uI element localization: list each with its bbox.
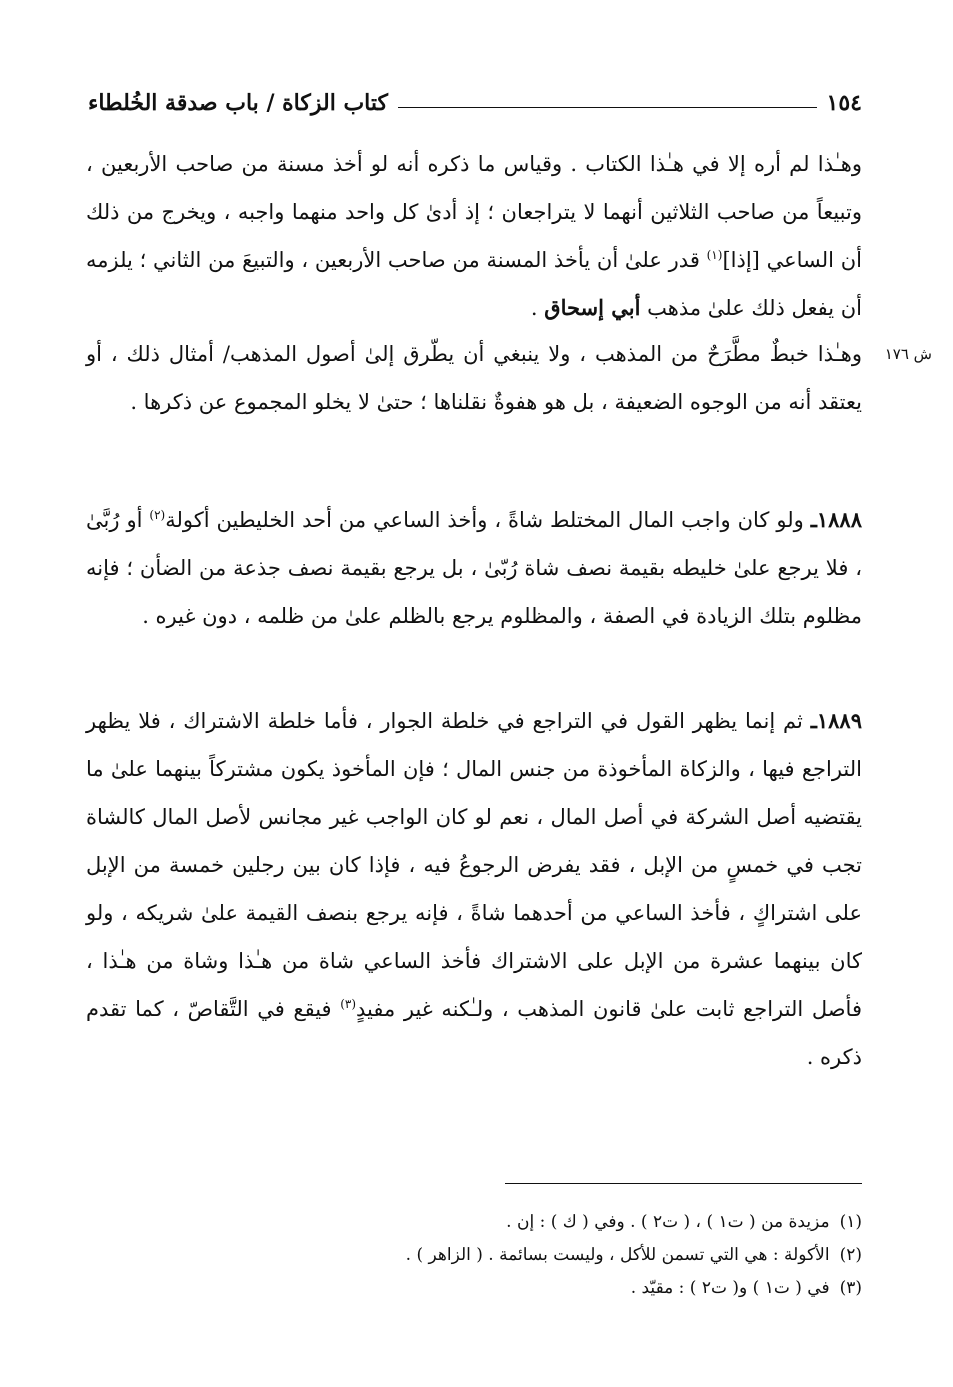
margin-note: ش ١٧٦ [884, 345, 932, 363]
footnote-2 [300, 1239, 862, 1272]
paragraph-1889-text-cont: فيقع في التَّقاصّ ، كما تقدم ذكره . [86, 997, 862, 1069]
footnote-ref-2[interactable]: (٢) [149, 508, 166, 522]
footnote-text: في ( ت١ ) و( ت٢ ) : مقيّد . [630, 1278, 830, 1298]
paragraph-2-text: وهـٰذا خبطٌ مطَّرَحٌ من المذهب ، ولا ينبغي أن يطّرق إلىٰ أصول المذهب/ أمثال ذلك ، أو يعتقد أنه من الوجوه الضعيفة ، بل هو هفوةٌ نقلناها ؛ حتىٰ لا يخلو المجموع عن ذكرها . [86, 342, 862, 414]
footnote-text: مزيدة من ( ت١ ) ، ( ت٢ ) . وفي ( ك ) : إن . [506, 1212, 830, 1232]
paragraph-1888 [86, 496, 862, 640]
paragraph-2 [86, 330, 862, 426]
paragraph-1-text: وهـٰذا لم أره إلا في هـٰذا الكتاب . وقياس ما ذكره أنه لو أخذ مسنة من صاحب الأربعين ، وتبيعاً من صاحب الثلاثين أنهما لا يتراجعان ؛ إذ أدىٰ كل واحد منهما واجبه ، ويخرج من ذلك أن الساعي [إذا] [86, 152, 862, 272]
paragraph-1-text-cont: قدر علىٰ أن يأخذ المسنة من صاحب الأربعين ، والتبيعَ من الثاني ؛ يلزمه أن يفعل ذلك علىٰ مذهب [86, 248, 862, 320]
paragraph-1889-text: ثم إنما يظهر القول في التراجع في خلطة الجوار ، فأما خلطة الاشتراك ، فلا يظهر التراجع فيها ، والزكاة المأخوذة من جنس المال ؛ فإن المأخوذ يكون مشتركاً بينهما علىٰ ما يقتضيه أصل الشركة في أصل المال ، نعم لو كان الواجب غير مجانس لأصل المال كالشاة تجب في خمسٍ من الإبل ، فقد يفرض الرجوعُ فيه ، فإذا كان بين رجلين خمسة من الإبل على اشتراكٍ ، فأخذ الساعي من أحدهما شاةً ، فإنه يرجع بنصف القيمة علىٰ شريكه ، ولو كان بينهما عشرة من الإبل على الاشتراك فأخذ الساعي شاة من هـٰذا وشاة من هـٰذا ، فأصل التراجع ثابت علىٰ قانون المذهب ، ولـٰكنه غير مفيدٍ [86, 709, 862, 1021]
page-number: ١٥٤ [826, 90, 862, 116]
paragraph-1888-text-cont: أو رُبَّىٰ ، فلا يرجع علىٰ خليطه بقيمة نصف شاة رُبّىٰ ، بل يرجع بقيمة نصف جذعة من الضأن ؛ فإنه مظلوم بتلك الزيادة في الصفة ، والمظلوم يرجع بالظلم علىٰ من ظلمه ، دون غيره . [86, 508, 862, 628]
footnote-1 [300, 1206, 862, 1239]
paragraph-1 [86, 140, 862, 332]
footnote-ref-3[interactable]: (٣) [340, 997, 357, 1011]
footnote-number: (٣) [839, 1278, 862, 1298]
footnote-ref-1[interactable]: (١) [706, 248, 723, 262]
footnote-3 [300, 1272, 862, 1305]
section-number-1888: ١٨٨٨ـ [810, 507, 862, 532]
footnote-text: الأكولة : هي التي تسمن للأكل ، وليست بسائمة . ( الزاهر ) . [405, 1245, 830, 1265]
section-number-1889: ١٨٨٩ـ [810, 708, 862, 733]
scholar-name: أبي إسحاق [544, 295, 641, 320]
footnote-separator [505, 1183, 862, 1184]
running-header [88, 82, 862, 116]
header-rule [398, 107, 817, 108]
footnote-number: (٢) [839, 1245, 862, 1265]
footnotes [300, 1206, 862, 1305]
paragraph-1889 [86, 697, 862, 1081]
header-title: كتاب الزكاة / باب صدقة الخُلطاء [88, 90, 388, 116]
paragraph-1888-text: ولو كان واجب المال المختلط شاةً ، وأخذ الساعي من أحد الخليطين أكولة [165, 508, 811, 532]
footnote-number: (١) [839, 1212, 862, 1232]
paragraph-1-end: . [530, 296, 545, 320]
